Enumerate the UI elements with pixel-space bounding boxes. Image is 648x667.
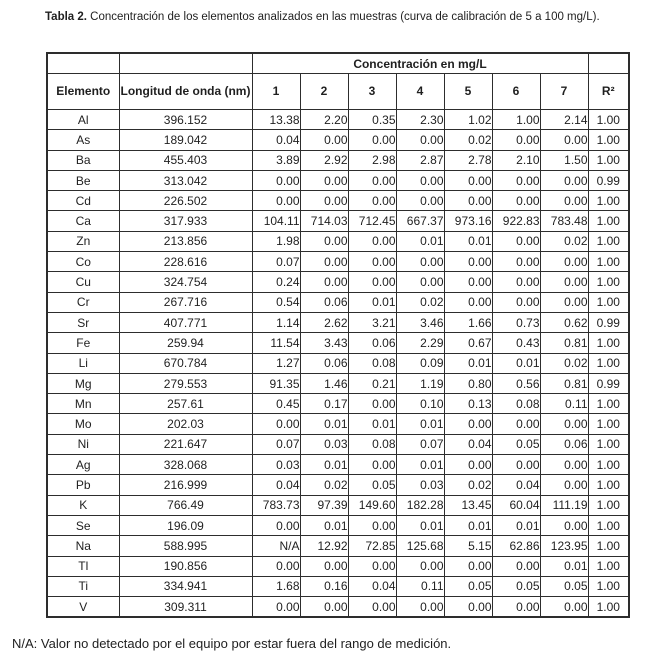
value-cell: 1.68 <box>252 576 300 596</box>
r2-cell: 1.00 <box>588 292 629 312</box>
wavelength-cell: 313.042 <box>119 170 252 190</box>
value-cell: 0.07 <box>252 434 300 454</box>
value-cell: 0.04 <box>252 130 300 150</box>
r2-cell: 1.00 <box>588 150 629 170</box>
r2-cell: 1.00 <box>588 455 629 475</box>
wavelength-cell: 324.754 <box>119 272 252 292</box>
value-cell: 1.27 <box>252 353 300 373</box>
value-cell: 0.56 <box>492 373 540 393</box>
value-cell: 0.00 <box>492 455 540 475</box>
table-row <box>47 110 629 130</box>
value-cell: 0.00 <box>540 597 588 618</box>
value-cell: 2.98 <box>348 150 396 170</box>
r2-cell: 1.00 <box>588 536 629 556</box>
col-header-wavelength: Longitud de onda (nm) <box>119 74 252 110</box>
value-cell: 0.00 <box>492 272 540 292</box>
value-cell: 0.00 <box>540 191 588 211</box>
value-cell: 0.00 <box>396 191 444 211</box>
value-cell: 0.35 <box>348 110 396 130</box>
element-cell: Cd <box>47 191 119 211</box>
value-cell: 0.01 <box>444 231 492 251</box>
element-cell: Be <box>47 170 119 190</box>
value-cell: 0.05 <box>444 576 492 596</box>
value-cell: 0.05 <box>492 576 540 596</box>
value-cell: 0.00 <box>492 130 540 150</box>
header-columns-row <box>47 74 629 110</box>
value-cell: 0.00 <box>252 191 300 211</box>
value-cell: 0.81 <box>540 333 588 353</box>
element-cell: As <box>47 130 119 150</box>
header-group-row <box>47 53 629 74</box>
value-cell: 0.00 <box>300 170 348 190</box>
value-cell: 0.80 <box>444 373 492 393</box>
value-cell: 0.08 <box>348 434 396 454</box>
col-header-sample-5: 5 <box>444 74 492 110</box>
value-cell: 0.02 <box>540 231 588 251</box>
value-cell: 0.00 <box>252 556 300 576</box>
col-header-sample-1: 1 <box>252 74 300 110</box>
header-group-concentration: Concentración en mg/L <box>252 53 588 74</box>
element-cell: Sr <box>47 312 119 332</box>
element-cell: Co <box>47 252 119 272</box>
r2-cell: 1.00 <box>588 272 629 292</box>
element-cell: Fe <box>47 333 119 353</box>
value-cell: 0.00 <box>540 252 588 272</box>
value-cell: 0.00 <box>252 515 300 535</box>
value-cell: 2.29 <box>396 333 444 353</box>
r2-cell: 1.00 <box>588 576 629 596</box>
value-cell: 1.50 <box>540 150 588 170</box>
table-row <box>47 414 629 434</box>
value-cell: 2.87 <box>396 150 444 170</box>
value-cell: 712.45 <box>348 211 396 231</box>
value-cell: 2.30 <box>396 110 444 130</box>
value-cell: 0.24 <box>252 272 300 292</box>
value-cell: 0.00 <box>348 597 396 618</box>
value-cell: 0.00 <box>300 130 348 150</box>
value-cell: 0.00 <box>444 414 492 434</box>
value-cell: 104.11 <box>252 211 300 231</box>
value-cell: 783.73 <box>252 495 300 515</box>
value-cell: 0.01 <box>300 515 348 535</box>
wavelength-cell: 766.49 <box>119 495 252 515</box>
value-cell: 0.00 <box>444 455 492 475</box>
wavelength-cell: 228.616 <box>119 252 252 272</box>
table-row <box>47 515 629 535</box>
table-row <box>47 434 629 454</box>
value-cell: 2.92 <box>300 150 348 170</box>
value-cell: 0.02 <box>396 292 444 312</box>
value-cell: 0.00 <box>348 515 396 535</box>
value-cell: 0.00 <box>492 231 540 251</box>
wavelength-cell: 213.856 <box>119 231 252 251</box>
value-cell: 1.98 <box>252 231 300 251</box>
value-cell: 0.06 <box>540 434 588 454</box>
value-cell: 0.01 <box>444 353 492 373</box>
element-cell: Li <box>47 353 119 373</box>
r2-cell: 0.99 <box>588 170 629 190</box>
element-cell: Mo <box>47 414 119 434</box>
table-row <box>47 333 629 353</box>
value-cell: 125.68 <box>396 536 444 556</box>
value-cell: 0.02 <box>444 130 492 150</box>
element-cell: Mn <box>47 394 119 414</box>
r2-cell: 1.00 <box>588 130 629 150</box>
value-cell: 0.00 <box>492 597 540 618</box>
value-cell: 0.00 <box>300 597 348 618</box>
table-row <box>47 252 629 272</box>
value-cell: 0.02 <box>540 353 588 373</box>
value-cell: 0.00 <box>300 252 348 272</box>
table-row <box>47 353 629 373</box>
value-cell: 0.00 <box>348 252 396 272</box>
value-cell: 0.10 <box>396 394 444 414</box>
element-cell: Tl <box>47 556 119 576</box>
wavelength-cell: 455.403 <box>119 150 252 170</box>
value-cell: 0.00 <box>348 170 396 190</box>
r2-cell: 1.00 <box>588 414 629 434</box>
value-cell: 12.92 <box>300 536 348 556</box>
wavelength-cell: 202.03 <box>119 414 252 434</box>
table-row <box>47 394 629 414</box>
value-cell: 0.01 <box>396 414 444 434</box>
value-cell: 0.54 <box>252 292 300 312</box>
value-cell: 0.00 <box>252 597 300 618</box>
value-cell: 0.07 <box>252 252 300 272</box>
wavelength-cell: 267.716 <box>119 292 252 312</box>
element-cell: Ag <box>47 455 119 475</box>
value-cell: 0.00 <box>396 130 444 150</box>
col-header-sample-6: 6 <box>492 74 540 110</box>
value-cell: 0.00 <box>540 272 588 292</box>
value-cell: 0.00 <box>444 252 492 272</box>
header-spacer-element <box>47 53 119 74</box>
table-row <box>47 495 629 515</box>
value-cell: 62.86 <box>492 536 540 556</box>
value-cell: 0.00 <box>492 170 540 190</box>
value-cell: 0.01 <box>396 231 444 251</box>
value-cell: 0.06 <box>300 292 348 312</box>
value-cell: 0.07 <box>396 434 444 454</box>
element-cell: Zn <box>47 231 119 251</box>
value-cell: 13.38 <box>252 110 300 130</box>
r2-cell: 1.00 <box>588 475 629 495</box>
r2-cell: 1.00 <box>588 211 629 231</box>
col-header-sample-7: 7 <box>540 74 588 110</box>
table-row <box>47 597 629 618</box>
table-row <box>47 292 629 312</box>
table-row <box>47 231 629 251</box>
r2-cell: 0.99 <box>588 312 629 332</box>
element-cell: Ti <box>47 576 119 596</box>
element-cell: K <box>47 495 119 515</box>
wavelength-cell: 396.152 <box>119 110 252 130</box>
value-cell: 0.13 <box>444 394 492 414</box>
header-spacer-r2 <box>588 53 629 74</box>
wavelength-cell: 279.553 <box>119 373 252 393</box>
value-cell: 0.00 <box>540 414 588 434</box>
value-cell: 0.00 <box>444 292 492 312</box>
value-cell: 97.39 <box>300 495 348 515</box>
value-cell: 0.00 <box>540 170 588 190</box>
value-cell: 0.43 <box>492 333 540 353</box>
value-cell: 0.00 <box>252 414 300 434</box>
value-cell: 0.00 <box>540 515 588 535</box>
value-cell: 0.00 <box>300 191 348 211</box>
value-cell: 0.09 <box>396 353 444 373</box>
value-cell: 0.00 <box>348 231 396 251</box>
wavelength-cell: 189.042 <box>119 130 252 150</box>
value-cell: 1.00 <box>492 110 540 130</box>
wavelength-cell: 317.933 <box>119 211 252 231</box>
value-cell: 0.11 <box>540 394 588 414</box>
value-cell: 1.19 <box>396 373 444 393</box>
value-cell: 0.00 <box>444 597 492 618</box>
value-cell: 0.62 <box>540 312 588 332</box>
value-cell: 0.08 <box>492 394 540 414</box>
value-cell: 0.00 <box>348 272 396 292</box>
value-cell: 1.14 <box>252 312 300 332</box>
value-cell: 5.15 <box>444 536 492 556</box>
value-cell: 0.00 <box>300 556 348 576</box>
value-cell: 0.00 <box>300 272 348 292</box>
value-cell: 0.01 <box>300 414 348 434</box>
value-cell: 0.05 <box>492 434 540 454</box>
element-cell: Ca <box>47 211 119 231</box>
value-cell: 0.01 <box>396 515 444 535</box>
value-cell: 0.03 <box>252 455 300 475</box>
value-cell: 3.21 <box>348 312 396 332</box>
value-cell: 0.01 <box>492 353 540 373</box>
value-cell: 0.00 <box>444 170 492 190</box>
value-cell: 0.01 <box>348 414 396 434</box>
wavelength-cell: 226.502 <box>119 191 252 211</box>
value-cell: 0.00 <box>396 252 444 272</box>
table-row <box>47 536 629 556</box>
value-cell: 0.01 <box>444 515 492 535</box>
value-cell: 0.00 <box>540 455 588 475</box>
wavelength-cell: 670.784 <box>119 353 252 373</box>
value-cell: 0.00 <box>444 191 492 211</box>
r2-cell: 1.00 <box>588 191 629 211</box>
table-row <box>47 556 629 576</box>
value-cell: 0.00 <box>396 170 444 190</box>
r2-cell: 1.00 <box>588 515 629 535</box>
value-cell: 0.01 <box>348 292 396 312</box>
value-cell: 0.06 <box>300 353 348 373</box>
element-cell: Pb <box>47 475 119 495</box>
value-cell: 149.60 <box>348 495 396 515</box>
col-header-sample-2: 2 <box>300 74 348 110</box>
col-header-sample-3: 3 <box>348 74 396 110</box>
wavelength-cell: 588.995 <box>119 536 252 556</box>
value-cell: 0.16 <box>300 576 348 596</box>
value-cell: 60.04 <box>492 495 540 515</box>
footnote: N/A: Valor no detectado por el equipo por estar fuera del rango de medición. <box>12 636 452 652</box>
wavelength-cell: 334.941 <box>119 576 252 596</box>
value-cell: 0.00 <box>540 130 588 150</box>
value-cell: 0.04 <box>348 576 396 596</box>
element-cell: V <box>47 597 119 618</box>
wavelength-cell: 257.61 <box>119 394 252 414</box>
concentration-table <box>46 52 630 618</box>
value-cell: 0.00 <box>348 556 396 576</box>
value-cell: 1.46 <box>300 373 348 393</box>
r2-cell: 1.00 <box>588 110 629 130</box>
value-cell: 91.35 <box>252 373 300 393</box>
r2-cell: 1.00 <box>588 252 629 272</box>
value-cell: 1.02 <box>444 110 492 130</box>
value-cell: 0.00 <box>348 191 396 211</box>
value-cell: 0.00 <box>252 170 300 190</box>
wavelength-cell: 309.311 <box>119 597 252 618</box>
wavelength-cell: 221.647 <box>119 434 252 454</box>
value-cell: 0.08 <box>348 353 396 373</box>
wavelength-cell: 328.068 <box>119 455 252 475</box>
value-cell: 0.00 <box>540 475 588 495</box>
value-cell: 3.43 <box>300 333 348 353</box>
element-cell: Al <box>47 110 119 130</box>
value-cell: 0.00 <box>444 272 492 292</box>
wavelength-cell: 259.94 <box>119 333 252 353</box>
element-cell: Mg <box>47 373 119 393</box>
value-cell: 2.10 <box>492 150 540 170</box>
value-cell: 0.00 <box>540 292 588 312</box>
value-cell: 2.20 <box>300 110 348 130</box>
element-cell: Ni <box>47 434 119 454</box>
table-row <box>47 150 629 170</box>
value-cell: 0.00 <box>492 292 540 312</box>
value-cell: 0.00 <box>492 252 540 272</box>
value-cell: 0.05 <box>348 475 396 495</box>
value-cell: 0.00 <box>444 556 492 576</box>
value-cell: 0.21 <box>348 373 396 393</box>
value-cell: 714.03 <box>300 211 348 231</box>
table-row <box>47 373 629 393</box>
value-cell: 182.28 <box>396 495 444 515</box>
value-cell: 0.04 <box>492 475 540 495</box>
value-cell: 0.02 <box>300 475 348 495</box>
value-cell: 2.14 <box>540 110 588 130</box>
value-cell: 0.06 <box>348 333 396 353</box>
table-caption-label: Tabla 2. <box>45 11 87 23</box>
wavelength-cell: 190.856 <box>119 556 252 576</box>
table-row <box>47 130 629 150</box>
value-cell: 0.00 <box>348 130 396 150</box>
value-cell: 2.78 <box>444 150 492 170</box>
value-cell: 0.02 <box>444 475 492 495</box>
col-header-r2: R² <box>588 74 629 110</box>
r2-cell: 1.00 <box>588 353 629 373</box>
table-body <box>47 110 629 618</box>
wavelength-cell: 407.771 <box>119 312 252 332</box>
value-cell: 111.19 <box>540 495 588 515</box>
value-cell: 0.01 <box>300 455 348 475</box>
value-cell: 0.17 <box>300 394 348 414</box>
value-cell: 0.00 <box>396 597 444 618</box>
table-row <box>47 576 629 596</box>
wavelength-cell: 196.09 <box>119 515 252 535</box>
r2-cell: 1.00 <box>588 394 629 414</box>
header-spacer-wavelength <box>119 53 252 74</box>
value-cell: 0.67 <box>444 333 492 353</box>
value-cell: 2.62 <box>300 312 348 332</box>
table-row <box>47 191 629 211</box>
col-header-sample-4: 4 <box>396 74 444 110</box>
value-cell: 123.95 <box>540 536 588 556</box>
value-cell: 0.00 <box>396 272 444 292</box>
value-cell: 0.00 <box>300 231 348 251</box>
value-cell: 0.00 <box>396 556 444 576</box>
value-cell: 667.37 <box>396 211 444 231</box>
element-cell: Cu <box>47 272 119 292</box>
table-row <box>47 455 629 475</box>
value-cell: 0.73 <box>492 312 540 332</box>
value-cell: 11.54 <box>252 333 300 353</box>
value-cell: 0.00 <box>348 394 396 414</box>
element-cell: Na <box>47 536 119 556</box>
value-cell: 0.00 <box>492 191 540 211</box>
value-cell: 0.00 <box>492 414 540 434</box>
table-row <box>47 170 629 190</box>
value-cell: 0.81 <box>540 373 588 393</box>
value-cell: 783.48 <box>540 211 588 231</box>
element-cell: Se <box>47 515 119 535</box>
value-cell: 973.16 <box>444 211 492 231</box>
table-caption-text: Concentración de los elementos analizados en las muestras (curva de calibración de 5 a 100 mg/L). <box>90 11 600 23</box>
value-cell: 0.01 <box>396 455 444 475</box>
value-cell: 0.04 <box>444 434 492 454</box>
r2-cell: 1.00 <box>588 597 629 618</box>
r2-cell: 1.00 <box>588 495 629 515</box>
value-cell: 72.85 <box>348 536 396 556</box>
table-row <box>47 211 629 231</box>
value-cell: 0.45 <box>252 394 300 414</box>
value-cell: 0.11 <box>396 576 444 596</box>
element-cell: Ba <box>47 150 119 170</box>
value-cell: 0.04 <box>252 475 300 495</box>
value-cell: 0.05 <box>540 576 588 596</box>
r2-cell: 1.00 <box>588 333 629 353</box>
value-cell: 3.89 <box>252 150 300 170</box>
r2-cell: 1.00 <box>588 556 629 576</box>
value-cell: 13.45 <box>444 495 492 515</box>
value-cell: 0.03 <box>300 434 348 454</box>
value-cell: 0.00 <box>348 455 396 475</box>
value-cell: 0.01 <box>492 515 540 535</box>
table-row <box>47 475 629 495</box>
table-row <box>47 272 629 292</box>
element-cell: Cr <box>47 292 119 312</box>
value-cell: N/A <box>252 536 300 556</box>
value-cell: 3.46 <box>396 312 444 332</box>
value-cell: 0.01 <box>540 556 588 576</box>
r2-cell: 0.99 <box>588 373 629 393</box>
wavelength-cell: 216.999 <box>119 475 252 495</box>
table-row <box>47 312 629 332</box>
r2-cell: 1.00 <box>588 231 629 251</box>
col-header-element: Elemento <box>47 74 119 110</box>
value-cell: 0.00 <box>492 556 540 576</box>
table-caption <box>45 10 640 25</box>
value-cell: 922.83 <box>492 211 540 231</box>
value-cell: 1.66 <box>444 312 492 332</box>
r2-cell: 1.00 <box>588 434 629 454</box>
value-cell: 0.03 <box>396 475 444 495</box>
